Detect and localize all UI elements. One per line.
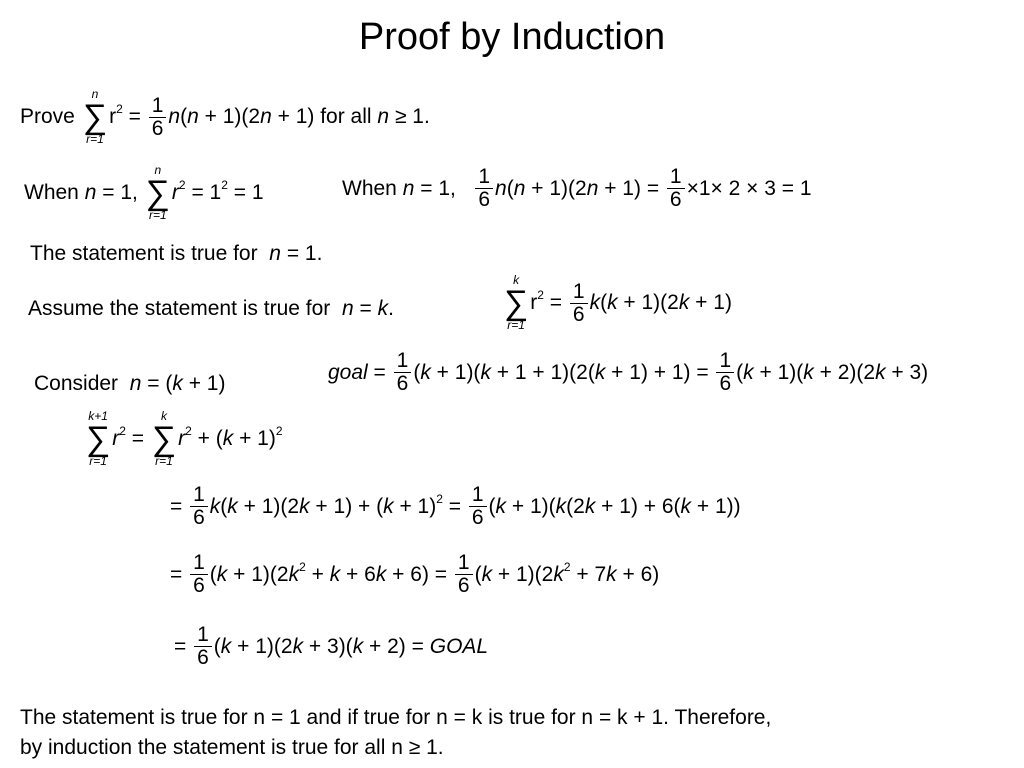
fraction-one-sixth: $\frac{1}{6}$ xyxy=(149,95,167,140)
prove-label: Prove xyxy=(20,105,75,128)
fraction-one-sixth: $\frac{1}{6}$ xyxy=(716,350,734,395)
working-line-4: = $\frac{1}{6}$ (k + 1)(2k + 3)(k + 2) = GOAL xyxy=(174,623,489,669)
base-case-right: When n = 1, $\frac{1}{6}$ n(n + 1)(2n + 1) = $\frac{1}{6}$ ×1× 2 × 3 = 1 xyxy=(342,165,812,211)
working-line-2: = $\frac{1}{6}$ $k(k + 1)(2k + 1) + (k + 1)^2$ = $\frac{1}{6}$ (k + 1)(k(2k + 1) + 6(k + 1)) xyxy=(170,483,741,529)
inductive-hypothesis: Assume the statement is true for n = k. xyxy=(28,297,394,320)
summation-symbol: k ∑ r=1 xyxy=(151,409,177,468)
base-case-conclusion: The statement is true for n = 1. xyxy=(30,242,323,265)
fraction-one-sixth: $\frac{1}{6}$ xyxy=(570,281,588,326)
goal-label: goal xyxy=(328,360,368,384)
prove-condition: for all xyxy=(320,105,372,128)
base-case-left: When n = 1, n ∑ r=1 $r^2 = 1^2 = 1$ xyxy=(24,163,264,222)
fraction-one-sixth: $\frac{1}{6}$ xyxy=(667,166,685,211)
conclusion-line-1: The statement is true for n = 1 and if true for n = k is true for n = k + 1. Therefore, xyxy=(20,706,772,729)
fraction-one-sixth: $\frac{1}{6}$ xyxy=(394,350,412,395)
hypothesis-formula: k ∑ r=1 $r^2$ = $\frac{1}{6}$ k(k + 1)(2k + 1) xyxy=(504,273,732,332)
fraction-one-sixth: $\frac{1}{6}$ xyxy=(190,552,208,597)
slide-title: Proof by Induction xyxy=(358,16,666,58)
summation-symbol: k+1 ∑ r=1 xyxy=(86,409,111,468)
summation-symbol: n ∑ r=1 xyxy=(82,87,108,146)
working-line-3: = $\frac{1}{6}$ $(k + 1)(2k^2 + k + 6k + 6)$ = $\frac{1}{6}$ $(k + 1)(2k^2 + 7k + 6)$ xyxy=(170,551,660,597)
goal-formula: goal = $\frac{1}{6}$ (k + 1)(k + 1 + 1)(2(k + 1) + 1) = $\frac{1}{6}$ (k + 1)(k + 2)(2k + 3) xyxy=(328,349,929,395)
conclusion xyxy=(20,703,771,763)
summation-symbol: k ∑ r=1 xyxy=(504,273,529,332)
prove-statement: Prove n ∑ r=1 $r^2$ = $\frac{1}{6}$ n(n + 1)(2n + 1) for all n ≥ 1. xyxy=(20,87,430,146)
fraction-one-sixth: $\frac{1}{6}$ xyxy=(475,166,493,211)
final-goal-label: GOAL xyxy=(429,634,489,658)
fraction-one-sixth: $\frac{1}{6}$ xyxy=(469,484,487,529)
fraction-one-sixth: $\frac{1}{6}$ xyxy=(194,624,212,669)
fraction-one-sixth: $\frac{1}{6}$ xyxy=(455,552,473,597)
summation-symbol: n ∑ r=1 xyxy=(145,163,170,222)
when-label: When xyxy=(24,181,79,204)
conclusion-line-2: by induction the statement is true for all n ≥ 1. xyxy=(20,736,444,759)
working-line-1: k+1 ∑ r=1 $r^2$ = k ∑ r=1 $r^2 + (k + 1)^2$ xyxy=(86,409,283,468)
when-label: When xyxy=(342,176,397,200)
consider-step: Consider n = (k + 1) xyxy=(34,372,226,395)
fraction-one-sixth: $\frac{1}{6}$ xyxy=(190,484,208,529)
